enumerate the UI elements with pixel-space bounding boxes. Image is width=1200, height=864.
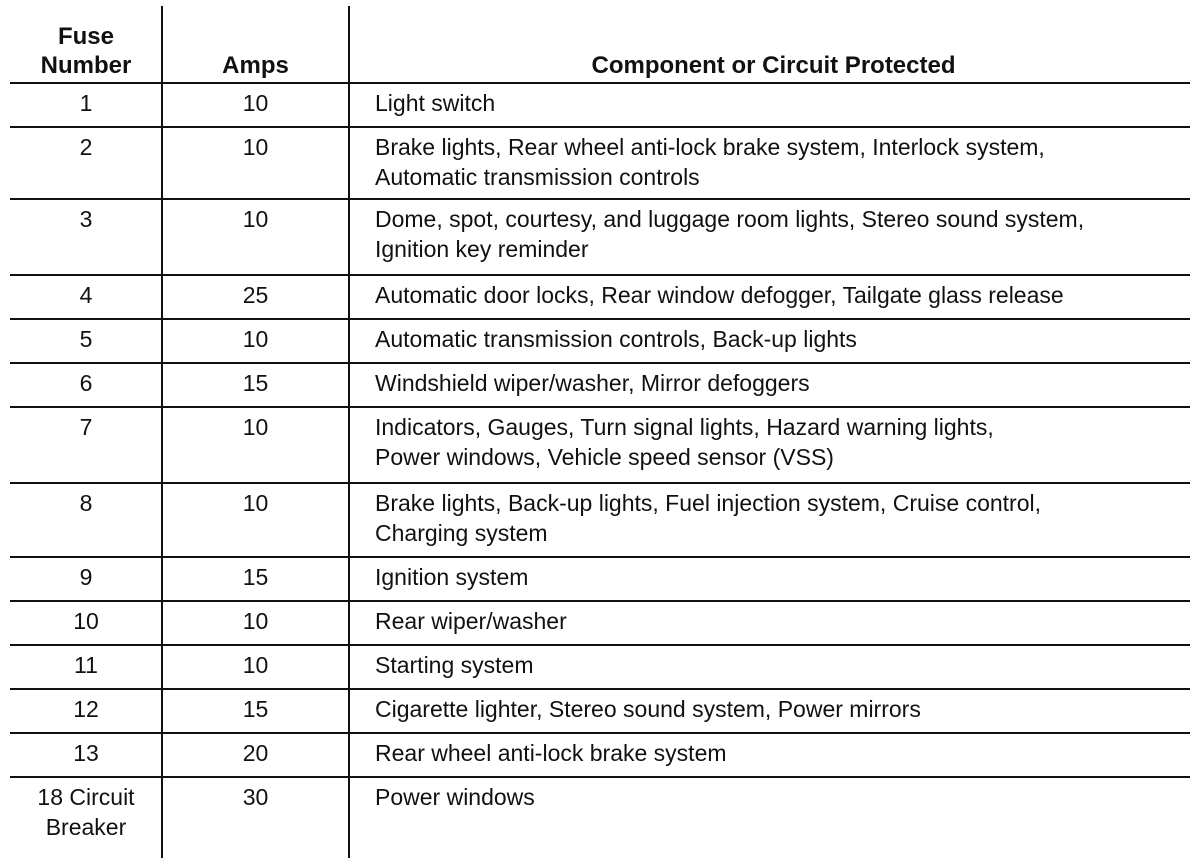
- amps-cell: 15: [162, 689, 349, 733]
- amps-cell: 10: [162, 127, 349, 199]
- component-cell: [349, 601, 1190, 645]
- fuse-number-cell: [10, 777, 162, 852]
- component-cell: [349, 199, 1190, 275]
- table-row: [10, 319, 1190, 363]
- component-line: Ignition key reminder: [375, 236, 589, 262]
- amps-cell: 10: [162, 645, 349, 689]
- fuse-number-cell: 10: [10, 601, 162, 645]
- table-row: [10, 733, 1190, 777]
- component-line: Dome, spot, courtesy, and luggage room lights, Stereo sound system,: [375, 206, 1085, 232]
- component-cell: [349, 127, 1190, 199]
- amps-cell: 20: [162, 733, 349, 777]
- component-cell: [349, 483, 1190, 557]
- component-line: Charging system: [375, 520, 548, 546]
- table-row: [10, 645, 1190, 689]
- table-row: [10, 199, 1190, 275]
- component-line: Light switch: [375, 90, 496, 116]
- component-line: Power windows, Vehicle speed sensor (VSS): [375, 444, 834, 470]
- table-row: [10, 363, 1190, 407]
- amps-cell: 15: [162, 363, 349, 407]
- fuse-number-cell: 6: [10, 363, 162, 407]
- fuse-number-cell: 9: [10, 557, 162, 601]
- header-fuse-number: [10, 8, 162, 83]
- fuse-number-cell: 1: [10, 83, 162, 127]
- amps-cell: 10: [162, 407, 349, 483]
- fuse-number-cell: 4: [10, 275, 162, 319]
- table-body: [10, 83, 1190, 852]
- component-cell: [349, 319, 1190, 363]
- fuse-number-cell: 2: [10, 127, 162, 199]
- fuse-number-cell: 5: [10, 319, 162, 363]
- fuse-number-cell: 7: [10, 407, 162, 483]
- header-row: [10, 8, 1190, 83]
- component-line: Automatic transmission controls, Back-up lights: [375, 326, 857, 352]
- component-line: Automatic transmission controls: [375, 164, 700, 190]
- amps-cell: 10: [162, 199, 349, 275]
- component-line: Starting system: [375, 652, 534, 678]
- fuse-table: [10, 8, 1190, 852]
- table-row: [10, 483, 1190, 557]
- amps-cell: 10: [162, 601, 349, 645]
- amps-cell: 10: [162, 483, 349, 557]
- table-row: [10, 777, 1190, 852]
- table-header: [10, 8, 1190, 83]
- table-row: [10, 83, 1190, 127]
- component-line: Ignition system: [375, 564, 529, 590]
- amps-cell: 25: [162, 275, 349, 319]
- component-line: Windshield wiper/washer, Mirror defoggers: [375, 370, 810, 396]
- component-cell: [349, 557, 1190, 601]
- component-line: Rear wiper/washer: [375, 608, 567, 634]
- component-line: Automatic door locks, Rear window defogger, Tailgate glass release: [375, 282, 1064, 308]
- component-cell: [349, 689, 1190, 733]
- fuse-number-cell: 13: [10, 733, 162, 777]
- component-line: Power windows: [375, 784, 535, 810]
- table-row: [10, 407, 1190, 483]
- table-row: [10, 127, 1190, 199]
- fuse-number-cell: 8: [10, 483, 162, 557]
- component-cell: [349, 363, 1190, 407]
- component-cell: [349, 83, 1190, 127]
- component-cell: [349, 645, 1190, 689]
- amps-cell: 10: [162, 83, 349, 127]
- table-row: [10, 557, 1190, 601]
- fuse-number-cell: 11: [10, 645, 162, 689]
- table-row: [10, 601, 1190, 645]
- amps-cell: 10: [162, 319, 349, 363]
- component-cell: [349, 777, 1190, 852]
- component-cell: [349, 407, 1190, 483]
- component-line: Rear wheel anti-lock brake system: [375, 740, 727, 766]
- fuse-number-line: Breaker: [45, 814, 127, 840]
- component-cell: [349, 275, 1190, 319]
- header-fuse-line2: Number: [40, 52, 132, 79]
- component-cell: [349, 733, 1190, 777]
- table-row: [10, 689, 1190, 733]
- header-component: Component or Circuit Protected: [349, 8, 1190, 83]
- amps-cell: 30: [242, 784, 269, 810]
- header-amps: Amps: [162, 8, 349, 83]
- component-line: Indicators, Gauges, Turn signal lights, Hazard warning lights,: [375, 414, 994, 440]
- component-line: Cigarette lighter, Stereo sound system, Power mirrors: [375, 696, 921, 722]
- fuse-number-cell: 12: [10, 689, 162, 733]
- table-row: [10, 275, 1190, 319]
- component-line: Brake lights, Back-up lights, Fuel injection system, Cruise control,: [375, 490, 1041, 516]
- component-line: Brake lights, Rear wheel anti-lock brake system, Interlock system,: [375, 134, 1045, 160]
- fuse-number-line: 18 Circuit: [37, 784, 135, 810]
- header-fuse-line1: Fuse: [57, 23, 114, 50]
- amps-cell: 15: [162, 557, 349, 601]
- fuse-number-cell: 3: [10, 199, 162, 275]
